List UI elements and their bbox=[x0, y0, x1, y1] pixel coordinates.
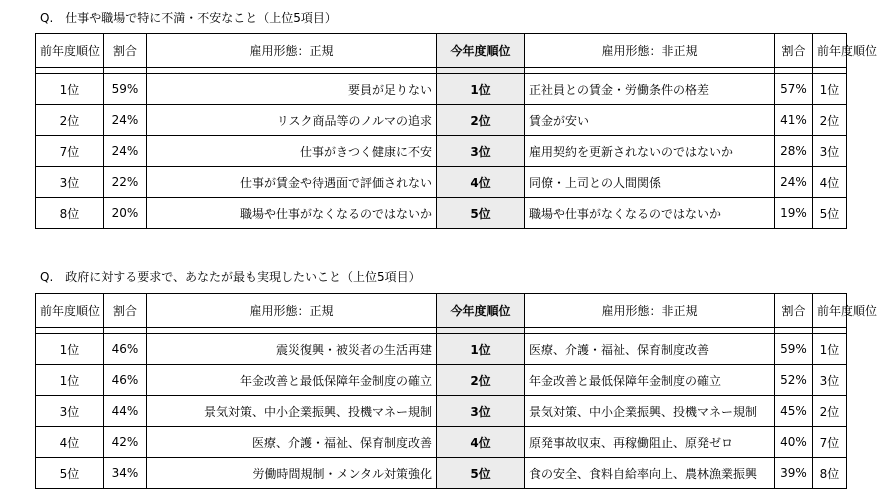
prev-rank-regular: 1位 bbox=[36, 334, 104, 365]
prev-rank-regular: 1位 bbox=[36, 74, 104, 105]
item-nonregular: 同僚・上司との人間関係 bbox=[525, 167, 775, 198]
header-nonregular: 雇用形態：非正規 bbox=[525, 294, 775, 328]
ratio-nonregular: 57% bbox=[775, 74, 813, 105]
item-regular: 仕事がきつく健康に不安 bbox=[147, 136, 437, 167]
header-current-rank: 今年度順位 bbox=[437, 34, 525, 68]
header-ratio-nonregular: 割合 bbox=[775, 34, 813, 68]
item-regular: 要員が足りない bbox=[147, 74, 437, 105]
ratio-nonregular: 24% bbox=[775, 167, 813, 198]
prev-rank-nonregular: 1位 bbox=[813, 334, 847, 365]
header-regular: 雇用形態：正規 bbox=[147, 294, 437, 328]
table-row bbox=[36, 334, 847, 365]
item-nonregular: 職場や仕事がなくなるのではないか bbox=[525, 198, 775, 229]
prev-rank-regular: 2位 bbox=[36, 105, 104, 136]
section-title-complaints: Q. 仕事や職場で特に不満・不安なこと（上位5項目） bbox=[40, 11, 337, 25]
prev-rank-nonregular: 2位 bbox=[813, 105, 847, 136]
prev-rank-nonregular: 5位 bbox=[813, 198, 847, 229]
item-regular: 仕事が賃金や待遇面で評価されない bbox=[147, 167, 437, 198]
government-demands-table bbox=[35, 293, 878, 489]
item-regular: リスク商品等のノルマの追求 bbox=[147, 105, 437, 136]
item-nonregular: 賃金が安い bbox=[525, 105, 775, 136]
table-row bbox=[36, 396, 847, 427]
table-row bbox=[36, 458, 847, 489]
header-regular: 雇用形態：正規 bbox=[147, 34, 437, 68]
table-row bbox=[36, 167, 847, 198]
prev-rank-nonregular: 3位 bbox=[813, 365, 847, 396]
ratio-regular: 59% bbox=[104, 74, 147, 105]
current-rank: 5位 bbox=[437, 198, 525, 229]
ratio-nonregular: 19% bbox=[775, 198, 813, 229]
ratio-nonregular: 45% bbox=[775, 396, 813, 427]
ratio-regular: 42% bbox=[104, 427, 147, 458]
item-regular: 医療、介護・福祉、保育制度改善 bbox=[147, 427, 437, 458]
header-ratio-regular: 割合 bbox=[104, 34, 147, 68]
item-nonregular: 雇用契約を更新されないのではないか bbox=[525, 136, 775, 167]
table-row bbox=[36, 427, 847, 458]
item-regular: 景気対策、中小企業振興、投機マネー規制 bbox=[147, 396, 437, 427]
header-prev-rank-regular: 前年度順位 bbox=[36, 34, 104, 68]
header-current-rank: 今年度順位 bbox=[437, 294, 525, 328]
current-rank: 3位 bbox=[437, 396, 525, 427]
prev-rank-regular: 3位 bbox=[36, 396, 104, 427]
item-nonregular: 正社員との賃金・労働条件の格差 bbox=[525, 74, 775, 105]
prev-rank-regular: 3位 bbox=[36, 167, 104, 198]
prev-rank-regular: 5位 bbox=[36, 458, 104, 489]
current-rank: 1位 bbox=[437, 334, 525, 365]
ratio-nonregular: 41% bbox=[775, 105, 813, 136]
current-rank: 4位 bbox=[437, 167, 525, 198]
ratio-regular: 24% bbox=[104, 105, 147, 136]
prev-rank-nonregular: 8位 bbox=[813, 458, 847, 489]
prev-rank-nonregular: 2位 bbox=[813, 396, 847, 427]
item-regular: 年金改善と最低保障年金制度の確立 bbox=[147, 365, 437, 396]
item-regular: 労働時間規制・メンタル対策強化 bbox=[147, 458, 437, 489]
item-nonregular: 食の安全、食料自給率向上、農林漁業振興 bbox=[525, 458, 775, 489]
table-row bbox=[36, 136, 847, 167]
current-rank: 5位 bbox=[437, 458, 525, 489]
item-regular: 震災復興・被災者の生活再建 bbox=[147, 334, 437, 365]
current-rank: 1位 bbox=[437, 74, 525, 105]
table-row bbox=[36, 198, 847, 229]
header-nonregular: 雇用形態：非正規 bbox=[525, 34, 775, 68]
ratio-regular: 20% bbox=[104, 198, 147, 229]
prev-rank-nonregular: 3位 bbox=[813, 136, 847, 167]
header-prev-rank-nonregular: 前年度順位 bbox=[813, 294, 847, 328]
ratio-regular: 44% bbox=[104, 396, 147, 427]
ratio-regular: 22% bbox=[104, 167, 147, 198]
section-title-government-demands: Q. 政府に対する要求で、あなたが最も実現したいこと（上位5項目） bbox=[40, 270, 421, 284]
table-row bbox=[36, 74, 847, 105]
current-rank: 2位 bbox=[437, 365, 525, 396]
item-nonregular: 医療、介護・福祉、保育制度改善 bbox=[525, 334, 775, 365]
item-nonregular: 年金改善と最低保障年金制度の確立 bbox=[525, 365, 775, 396]
ratio-nonregular: 52% bbox=[775, 365, 813, 396]
item-regular: 職場や仕事がなくなるのではないか bbox=[147, 198, 437, 229]
item-nonregular: 景気対策、中小企業振興、投機マネー規制 bbox=[525, 396, 775, 427]
table-header-row bbox=[36, 34, 847, 68]
prev-rank-regular: 1位 bbox=[36, 365, 104, 396]
complaints-table bbox=[35, 33, 878, 229]
current-rank: 4位 bbox=[437, 427, 525, 458]
ratio-regular: 46% bbox=[104, 365, 147, 396]
item-nonregular: 原発事故収束、再稼働阻止、原発ゼロ bbox=[525, 427, 775, 458]
prev-rank-regular: 8位 bbox=[36, 198, 104, 229]
ratio-regular: 34% bbox=[104, 458, 147, 489]
current-rank: 3位 bbox=[437, 136, 525, 167]
ratio-regular: 46% bbox=[104, 334, 147, 365]
table-row bbox=[36, 365, 847, 396]
header-ratio-nonregular: 割合 bbox=[775, 294, 813, 328]
header-prev-rank-regular: 前年度順位 bbox=[36, 294, 104, 328]
table-header-row bbox=[36, 294, 847, 328]
ratio-nonregular: 40% bbox=[775, 427, 813, 458]
prev-rank-nonregular: 7位 bbox=[813, 427, 847, 458]
prev-rank-regular: 4位 bbox=[36, 427, 104, 458]
current-rank: 2位 bbox=[437, 105, 525, 136]
ratio-nonregular: 59% bbox=[775, 334, 813, 365]
ratio-regular: 24% bbox=[104, 136, 147, 167]
prev-rank-nonregular: 1位 bbox=[813, 74, 847, 105]
header-ratio-regular: 割合 bbox=[104, 294, 147, 328]
ratio-nonregular: 39% bbox=[775, 458, 813, 489]
ratio-nonregular: 28% bbox=[775, 136, 813, 167]
table-row bbox=[36, 105, 847, 136]
header-prev-rank-nonregular: 前年度順位 bbox=[813, 34, 847, 68]
prev-rank-nonregular: 4位 bbox=[813, 167, 847, 198]
prev-rank-regular: 7位 bbox=[36, 136, 104, 167]
